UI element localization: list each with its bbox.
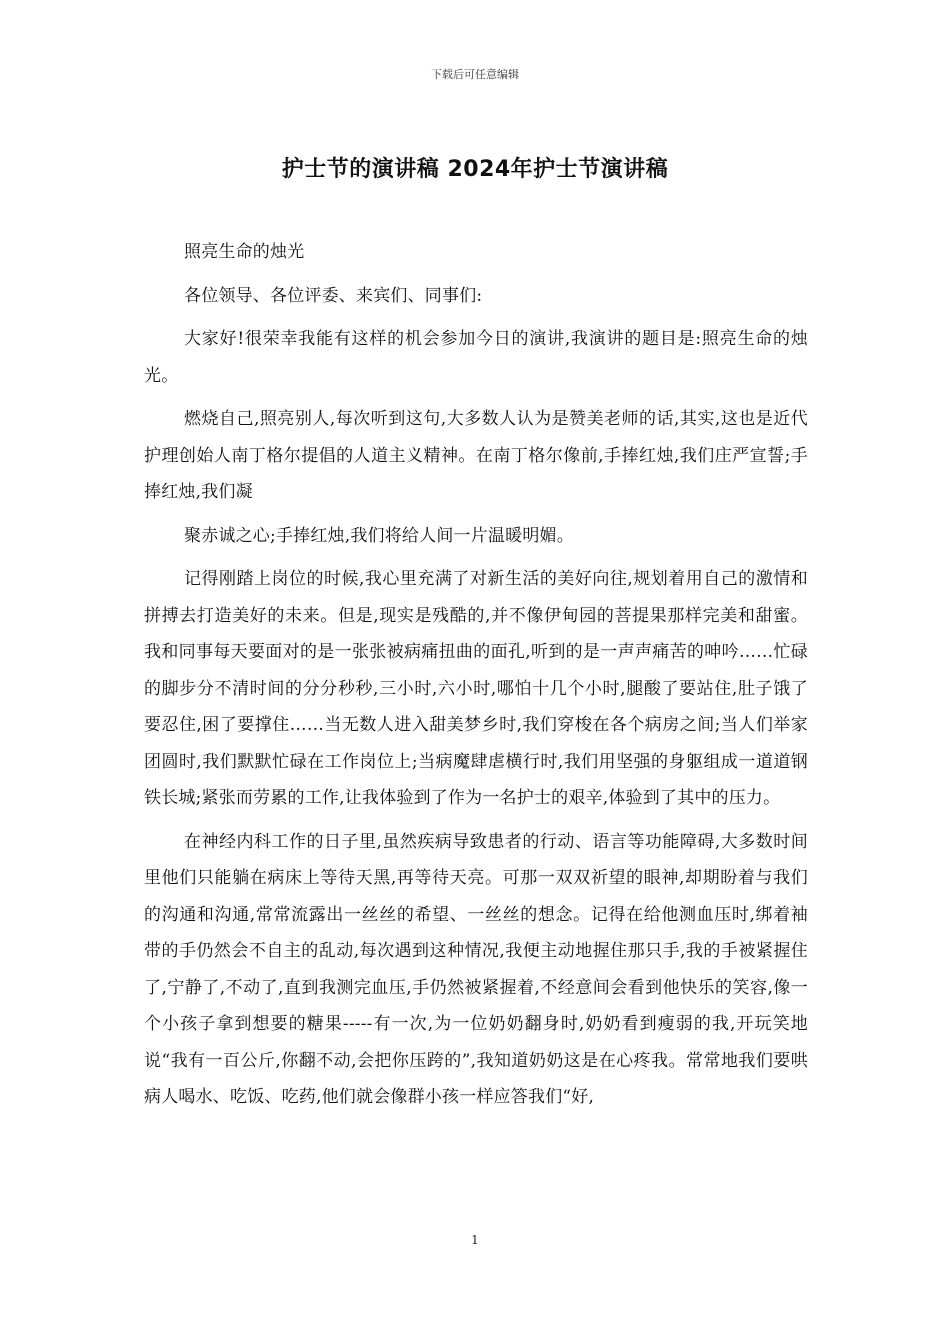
paragraph: 记得刚踏上岗位的时候,我心里充满了对新生活的美好向往,规划着用自己的激情和拼搏去打造美好的未来。但是,现实是残酷的,并不像伊甸园的菩提果那样完美和甜蜜。我和同事每天要面对的是一张张被病痛扭曲的面孔,听到的是一声声痛苦的呻吟……忙碌的脚步分不清时间的分分秒秒,三小时,六小时,哪怕十几个小时,腿酸了要站住,肚子饿了要忍住,困了要撑住……当无数人进入甜美梦乡时,我们穿梭在各个病房之间;当人们举家团圆时,我们默默忙碌在工作岗位上;当病魔肆虐横行时,我们用坚强的身躯组成一道道钢铁长城;紧张而劳累的工作,让我体验到了作为一名护士的艰辛,体验到了其中的压力。 — [144, 569, 808, 808]
paragraph-salutation: 各位领导、各位评委、来宾们、同事们: — [184, 285, 483, 306]
paragraph: 大家好!很荣幸我能有这样的机会参加今日的演讲,我演讲的题目是:照亮生命的烛光。 — [144, 329, 808, 386]
paragraph: 燃烧自己,照亮别人,每次听到这句,大多数人认为是赞美老师的话,其实,这也是近代护理创始人南丁格尔提倡的人道主义精神。在南丁格尔像前,手捧红烛,我们庄严宣誓;手捧红烛,我们凝 — [144, 409, 808, 502]
document-body — [144, 234, 808, 1123]
document-title: 护士节的演讲稿 2024年护士节演讲稿 — [281, 157, 669, 182]
paragraph-subtitle: 照亮生命的烛光 — [184, 242, 305, 262]
page-number: 1 — [471, 1233, 479, 1247]
paragraph: 在神经内科工作的日子里,虽然疾病导致患者的行动、语言等功能障碍,大多数时间里他们只能躺在病床上等待天黑,再等待天亮。可那一双双祈望的眼神,却期盼着与我们的沟通和沟通,常常流露出一丝丝的希望、一丝丝的想念。记得在给他测血压时,绑着袖带的手仍然会不自主的乱动,每次遇到这种情况,我便主动地握住那只手,我的手被紧握住了,宁静了,不动了,直到我测完血压,手仍然被紧握着,不经意间会看到他快乐的笑容,像一个小孩子拿到想要的糖果-----有一次,为一位奶奶翻身时,奶奶看到瘦弱的我,开玩笑地说“我有一百公斤,你翻不动,会把你压跨的”,我知道奶奶这是在心疼我。常常地我们要哄病人喝水、吃饭、吃药,他们就会像群小孩一样应答我们“好, — [144, 831, 808, 1107]
header-note: 下载后可任意编辑 — [431, 68, 519, 81]
paragraph: 聚赤诚之心;手捧红烛,我们将给人间一片温暖明媚。 — [184, 525, 574, 546]
